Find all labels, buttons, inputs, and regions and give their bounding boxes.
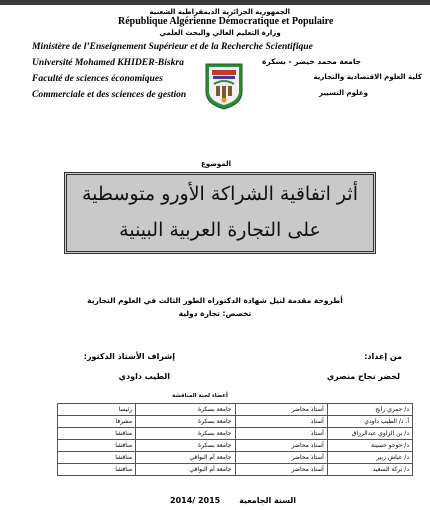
jury-institution-cell: جامعة بسكرة <box>136 404 235 416</box>
jury-role-cell: مناقشا <box>58 428 136 440</box>
table-row <box>58 404 413 416</box>
thesis-title-box <box>64 172 376 254</box>
fr-republic-heading: République Algérienne Démocratique et Populaire <box>118 16 334 27</box>
jury-institution-cell: جامعة بسكرة <box>136 416 235 428</box>
jury-rank-cell: أستاذ محاضر <box>235 464 327 476</box>
fr-faculty-name-line2: Commerciale et des sciences de gestion <box>32 89 187 100</box>
jury-rank-cell: أستاذ محاضر <box>235 404 327 416</box>
jury-role-cell: مناقشا <box>58 464 136 476</box>
jury-role-cell: مناقشا <box>58 440 136 452</box>
jury-name-cell: أ. د/ الطيب داودي <box>327 416 412 428</box>
thesis-description: أطروحة مقدمة لنيل شهادة الدكتوراه الطور الثالث في العلوم التجارية <box>87 296 343 305</box>
jury-rank-cell: أستاذ <box>235 428 327 440</box>
jury-institution-cell: جامعة أم البواقي <box>136 464 235 476</box>
thesis-title-line-1: أثر اتفاقية الشراكة الأورو متوسطية <box>82 183 358 205</box>
jury-table <box>57 403 413 476</box>
table-row <box>58 464 413 476</box>
jury-institution-cell: جامعة بسكرة <box>136 428 235 440</box>
jury-name-cell: د/ بركة السعيد <box>327 464 412 476</box>
ar-ministry-heading: وزارة التعليم العالي والبحث العلمي <box>159 29 281 37</box>
top-dark-strip <box>0 0 430 5</box>
academic-year-value: 2014/ 2015 <box>170 496 221 505</box>
subject-label: الموضوع <box>200 160 232 168</box>
table-row <box>58 416 413 428</box>
jury-name-cell: د/ حمزي رابح <box>327 404 412 416</box>
ar-university-name: جامعة محمد خيضر - بسكرة <box>262 57 362 66</box>
jury-rank-cell: أستاذ محاضر <box>235 452 327 464</box>
university-emblem-icon <box>204 62 244 110</box>
jury-name-cell: د/ حوحو حسينة <box>327 440 412 452</box>
academic-year-label: السنة الجامعية <box>239 496 296 505</box>
fr-ministry-heading: Ministère de l’Enseignement Supérieur et de la Recherche Scientifique <box>32 41 313 52</box>
thesis-title-line-2: على التجارة العربية البينية <box>119 219 321 241</box>
student-label: من إعداد: <box>364 352 402 361</box>
jury-rank-cell: أستاذ محاضر <box>235 440 327 452</box>
jury-role-cell: مناقشا <box>58 452 136 464</box>
ar-faculty-name-line2: وعلوم التسيير <box>318 89 368 97</box>
jury-rank-cell: أستاذ <box>235 416 327 428</box>
table-row <box>58 452 413 464</box>
supervisor-name: الطيب داودي <box>118 372 170 381</box>
jury-role-cell: رئيسا <box>58 404 136 416</box>
jury-name-cell: د/ عياش زبير <box>327 452 412 464</box>
fr-faculty-name: Faculté de sciences économiques <box>32 73 163 84</box>
table-row <box>58 440 413 452</box>
student-name: لخضر نجاح منصري <box>326 372 400 381</box>
supervisor-label: إشراف الأستاذ الدكتور: <box>83 352 175 361</box>
jury-role-cell: مشرفا <box>58 416 136 428</box>
fr-university-name: Université Mohamed KHIDER-Biskra <box>32 57 184 68</box>
jury-name-cell: د/ بن الزاوي عبدالرزاق <box>327 428 412 440</box>
ar-faculty-name: كلية العلوم الاقتصادية والتجارية <box>313 73 422 81</box>
ar-republic-heading: الجمهورية الجزائرية الديمقراطية الشعبية <box>149 8 290 16</box>
table-row <box>58 428 413 440</box>
jury-caption: أعضاء لجنة المناقشة <box>172 393 228 399</box>
jury-institution-cell: جامعة بسكرة <box>136 440 235 452</box>
thesis-specialty: تخصص: تجارة دولية <box>178 309 252 318</box>
jury-institution-cell: جامعة أم البواقي <box>136 452 235 464</box>
